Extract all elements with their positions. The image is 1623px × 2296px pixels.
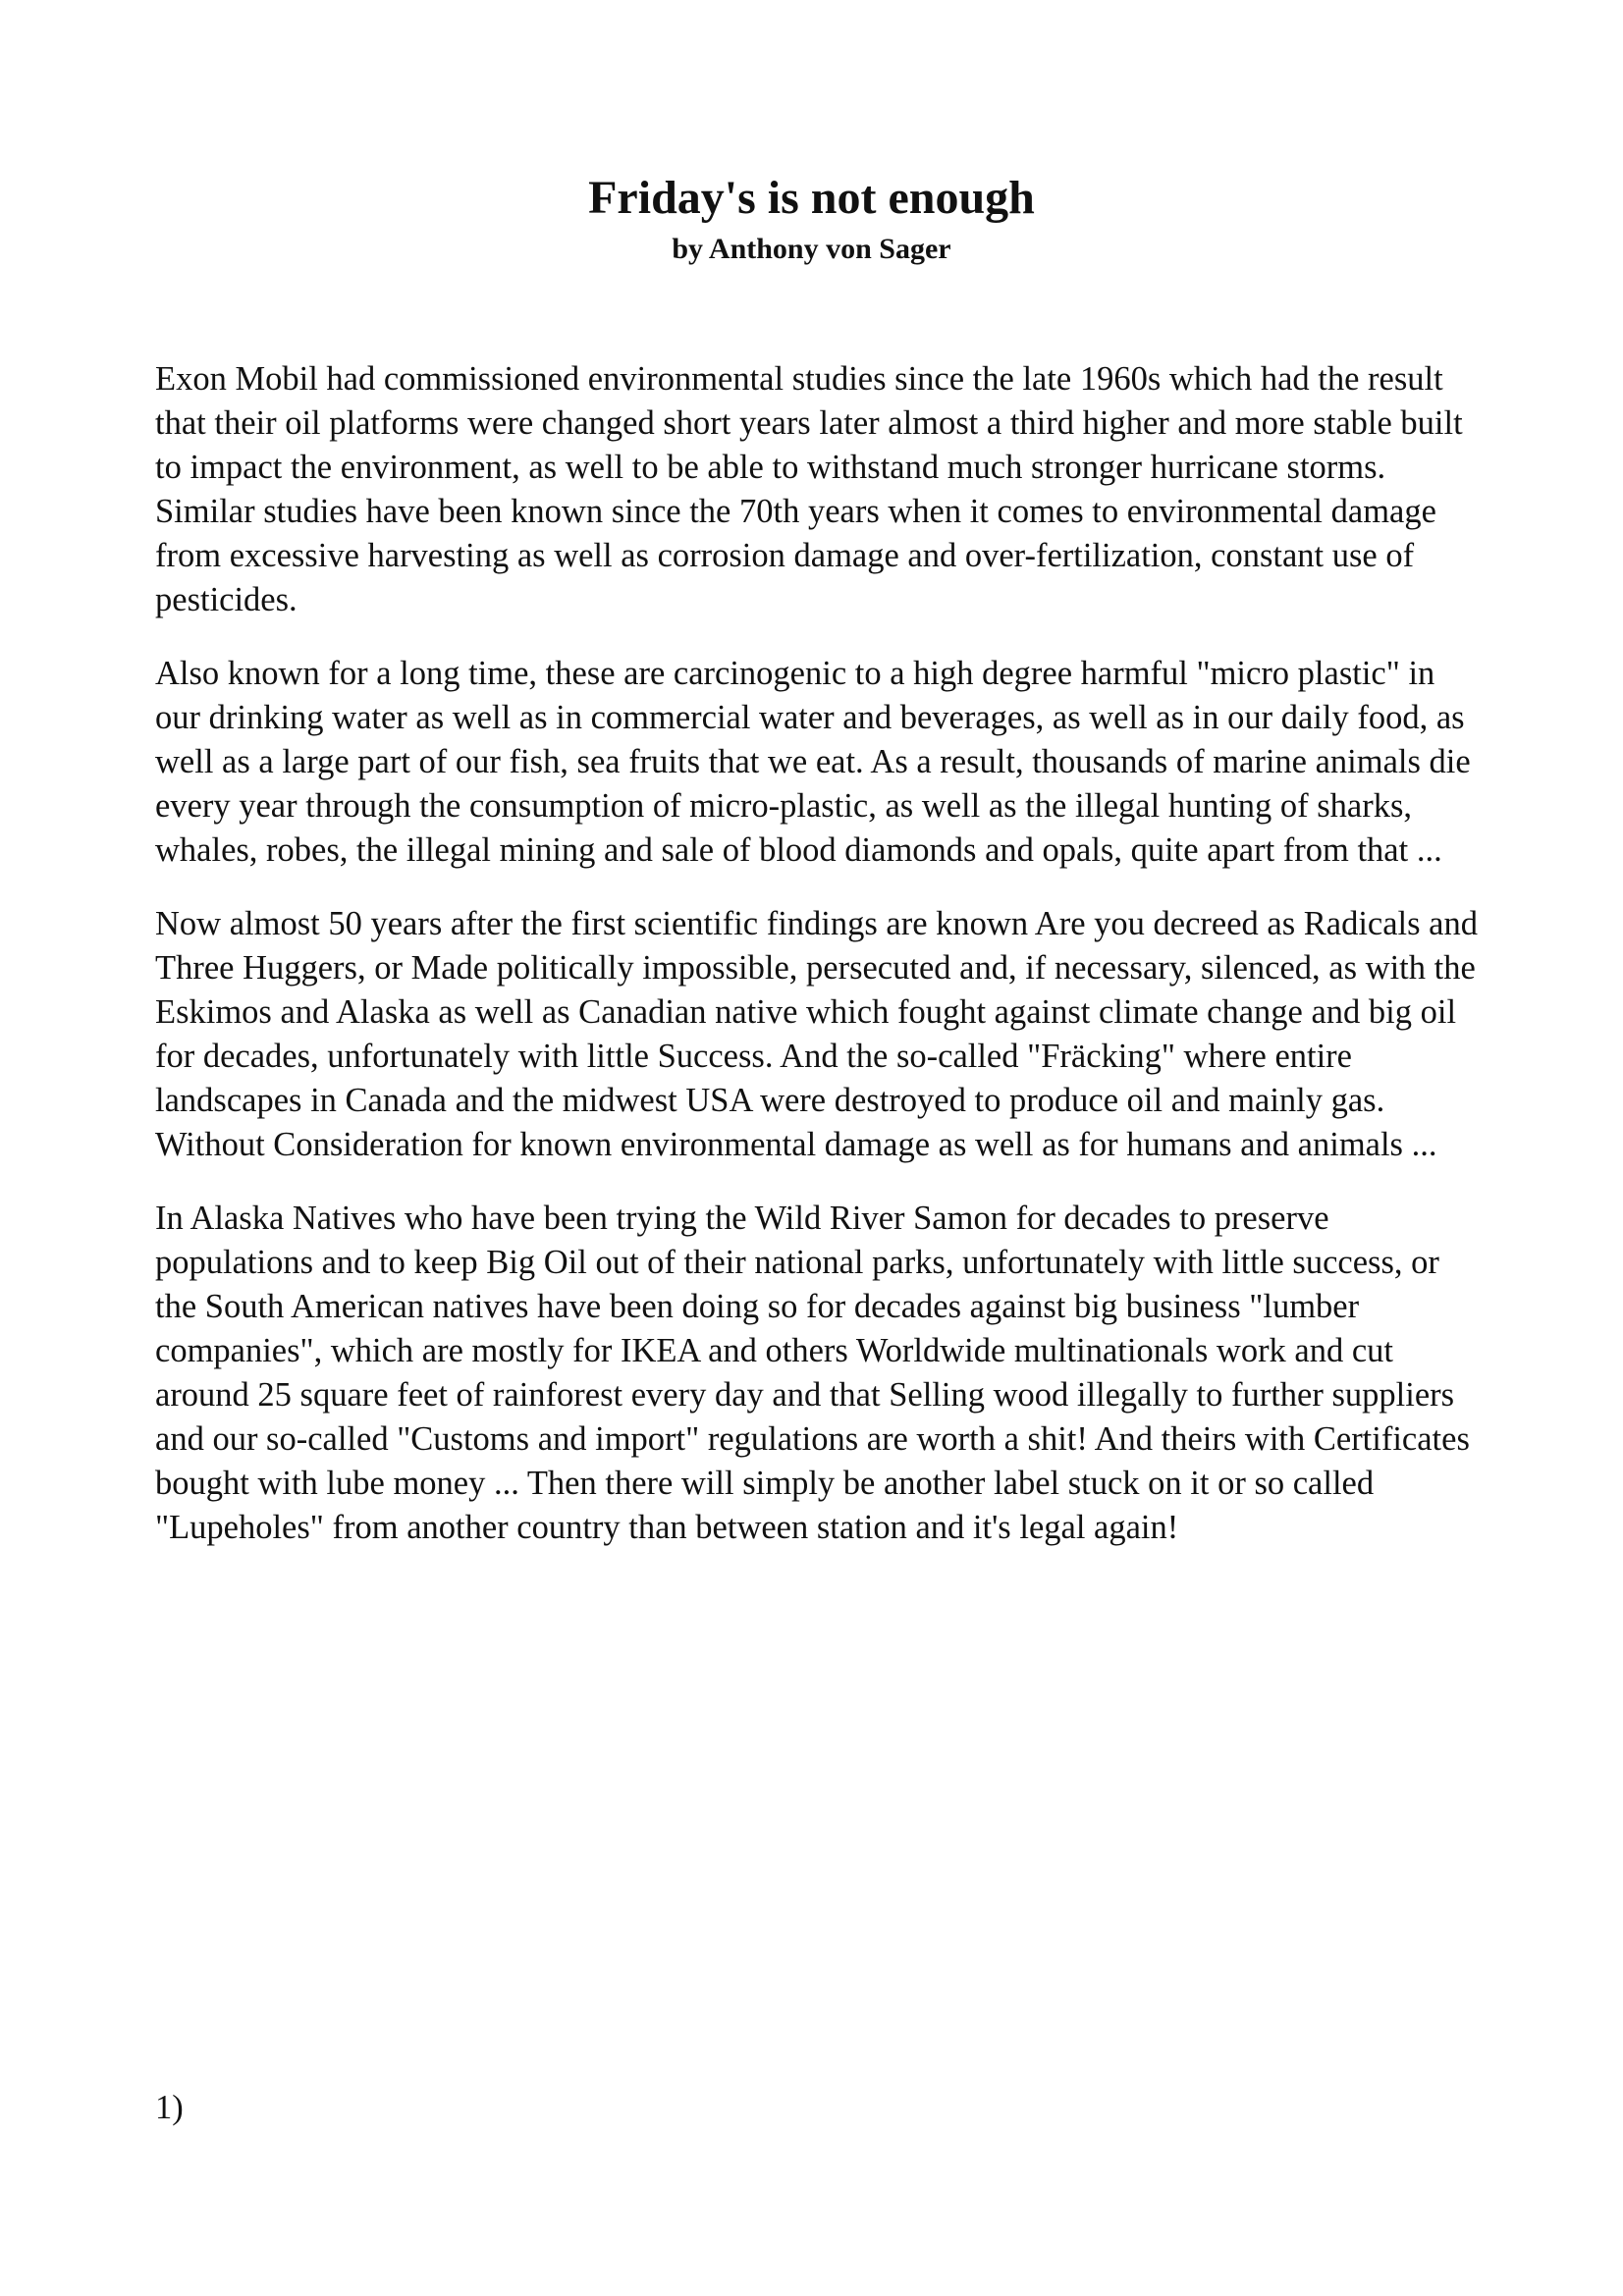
paragraph-2: Also known for a long time, these are carcinogenic to a high degree harmful "micro plastic" in our drinking water as well as in commercial water and beverages, as well as in our daily food, as well as a large part of our fish, sea fruits that we eat. As a result, thousands of marine animals die every year through the consumption of micro-plastic, as well as the illegal hunting of sharks, whales, robes, the illegal mining and sale of blood diamonds and opals, quite apart from that ...	[155, 655, 1471, 869]
document-author: by Anthony von Sager	[672, 233, 951, 265]
paragraph-4: In Alaska Natives who have been trying the Wild River Samon for decades to preserve populations and to keep Big Oil out of their national parks, unfortunately with little success, or the South American natives have been doing so for decades against big business "lumber companies", which are mostly for IKEA and others Worldwide multinationals work and cut around 25 square feet of rainforest every day and that Selling wood illegally to further suppliers and our so-called "Customs and import" regulations are worth a shit! And theirs with Certificates bought with lube money ... Then there will simply be another label stuck on it or so called "Lupeholes" from another country than between station and it's legal again!	[155, 1200, 1470, 1546]
document-body	[155, 357, 1483, 1579]
paragraph-1: Exon Mobil had commissioned environmental studies since the late 1960s which had the result that their oil platforms were changed short years later almost a third higher and more stable built to impact the environment, as well to be able to withstand much stronger hurricane storms. Similar studies have been known since the 70th years when it comes to environmental damage from excessive harvesting as well as corrosion damage and over-fertilization, constant use of pesticides.	[155, 360, 1463, 618]
paragraph-3: Now almost 50 years after the first scientific findings are known Are you decreed as Radicals and Three Huggers, or Made politically impossible, persecuted and, if necessary, silenced, as with the Eskimos and Alaska as well as Canadian native which fought against climate change and big oil for decades, unfortunately with little Success. And the so-called "Fräcking" where entire landscapes in Canada and the midwest USA were destroyed to produce oil and mainly gas. Without Consideration for known environmental damage as well as for humans and animals ...	[155, 905, 1478, 1163]
page-number: 1)	[155, 2089, 184, 2126]
document-title: Friday's is not enough	[588, 172, 1035, 224]
